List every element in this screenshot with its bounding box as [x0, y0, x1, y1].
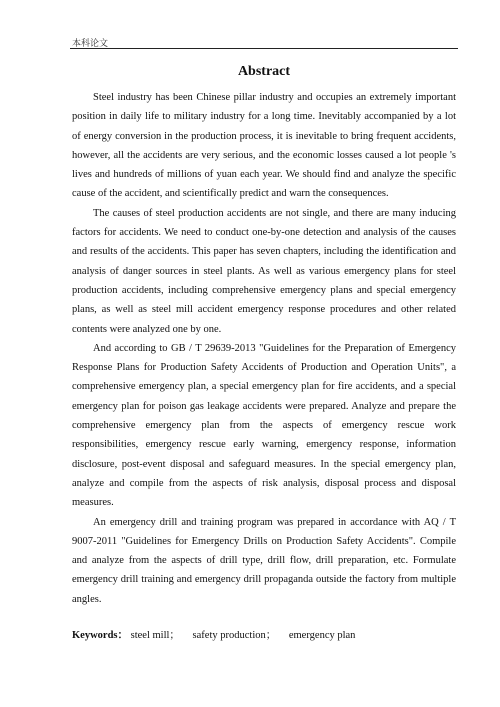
header-rule	[70, 48, 458, 49]
abstract-paragraph: An emergency drill and training program was prepared in accordance with AQ / T 9007-2011 "Guidelines for Emergency Drills on Production Safety Accidents". Compile and analyze from the aspects of drill type, drill flow, drill preparation, etc. Formulate emergency drill training and emergency drill propaganda outside the factory from multiple angles.	[72, 516, 456, 605]
abstract-body	[72, 88, 456, 609]
abstract-paragraph: Steel industry has been Chinese pillar industry and occupies an extremely important position in daily life to military industry for a long time. Inevitably accompanied by a lot of energy conversion in the production process, it is inevitable to bring frequent accidents, however, all the accidents are very serious, and the economic losses caused a lot people 's lives and hundreds of millions of yuan each year. We should find and analyze the specific cause of the accident, and scientifically predict and warn the consequences.	[72, 92, 456, 200]
abstract-paragraph: And according to GB / T 29639-2013 "Guidelines for the Preparation of Emergency Response Plans for Production Safety Accidents of Production and Operation Units", a comprehensive emergency plan, a special emergency plan for fire accidents, and a special emergency plan for poison gas leakage accidents were prepared. Analyze and prepare the comprehensive emergency plan from the aspects of emergency rescue work responsibilities, emergency rescue early warning, emergency response, information disclosure, post-event disposal and safeguard measures. In the special emergency plan, analyze and compile from the aspects of risk analysis, disposal process and disposal measures.	[72, 342, 456, 509]
abstract-title: Abstract	[237, 64, 291, 79]
keyword-item: emergency plan	[288, 630, 356, 641]
keyword-item: safety production；	[192, 630, 277, 641]
keywords-label: Keywords：	[72, 630, 128, 641]
keywords-line	[72, 628, 456, 644]
abstract-paragraph: The causes of steel production accidents are not single, and there are many inducing factors for accidents. We need to conduct one-by-one detection and analysis of the causes and results of the accidents. This paper has seven chapters, including the identification and analysis of danger sources in steel plants. As well as various emergency plans for steel production accidents, including comprehensive emergency plans and special emergency plans, as well as steel mill accident emergency response procedures and other related contents were analyzed one by one.	[72, 207, 456, 335]
page-header-label: 本科论文	[72, 38, 109, 48]
keyword-item: steel mill；	[130, 630, 180, 641]
